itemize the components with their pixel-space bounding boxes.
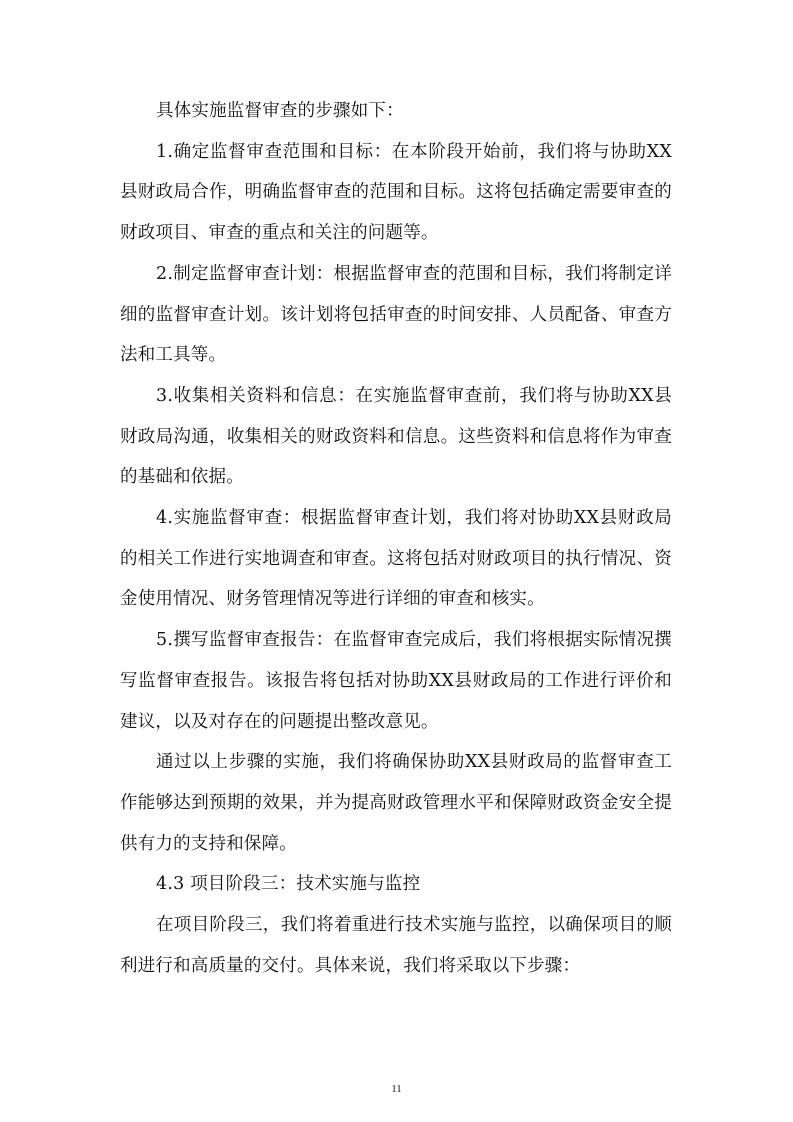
section-heading: 4.3 项目阶段三：技术实施与监控 bbox=[156, 874, 421, 895]
step-1-paragraph: 1.确定监督审查范围和目标：在本阶段开始前，我们将与协助XX县财政局合作，明确监督审查的范围和目标。这将包括确定需要审查的财政项目、审查的重点和关注的问题等。 bbox=[120, 141, 672, 244]
summary-paragraph: 通过以上步骤的实施，我们将确保协助XX县财政局的监督审查工作能够达到预期的效果，并为提高财政管理水平和保障财政资金安全提供有力的支持和保障。 bbox=[120, 752, 672, 854]
body-text bbox=[120, 91, 672, 986]
section-intro-paragraph: 在项目阶段三，我们将着重进行技术实施与监控，以确保项目的顺利进行和高质量的交付。具体来说，我们将采取以下步骤： bbox=[120, 915, 672, 976]
step-2-paragraph: 2.制定监督审查计划：根据监督审查的范围和目标，我们将制定详细的监督审查计划。该计划将包括审查的时间安排、人员配备、审查方法和工具等。 bbox=[120, 263, 672, 366]
page-number: 11 bbox=[391, 1083, 402, 1095]
intro-paragraph: 具体实施监督审查的步骤如下： bbox=[156, 101, 404, 121]
step-5-paragraph: 5.撰写监督审查报告：在监督审查完成后，我们将根据实际情况撰写监督审查报告。该报告将包括对协助XX县财政局的工作进行评价和建议，以及对存在的问题提出整改意见。 bbox=[120, 630, 672, 732]
step-4-paragraph: 4.实施监督审查：根据监督审查计划，我们将对协助XX县财政局的相关工作进行实地调查和审查。这将包括对财政项目的执行情况、资金使用情况、财务管理情况等进行详细的审查和核实。 bbox=[120, 508, 672, 610]
step-3-paragraph: 3.收集相关资料和信息：在实施监督审查前，我们将与协助XX县财政局沟通，收集相关的财政资料和信息。这些资料和信息将作为审查的基础和依据。 bbox=[120, 385, 672, 488]
